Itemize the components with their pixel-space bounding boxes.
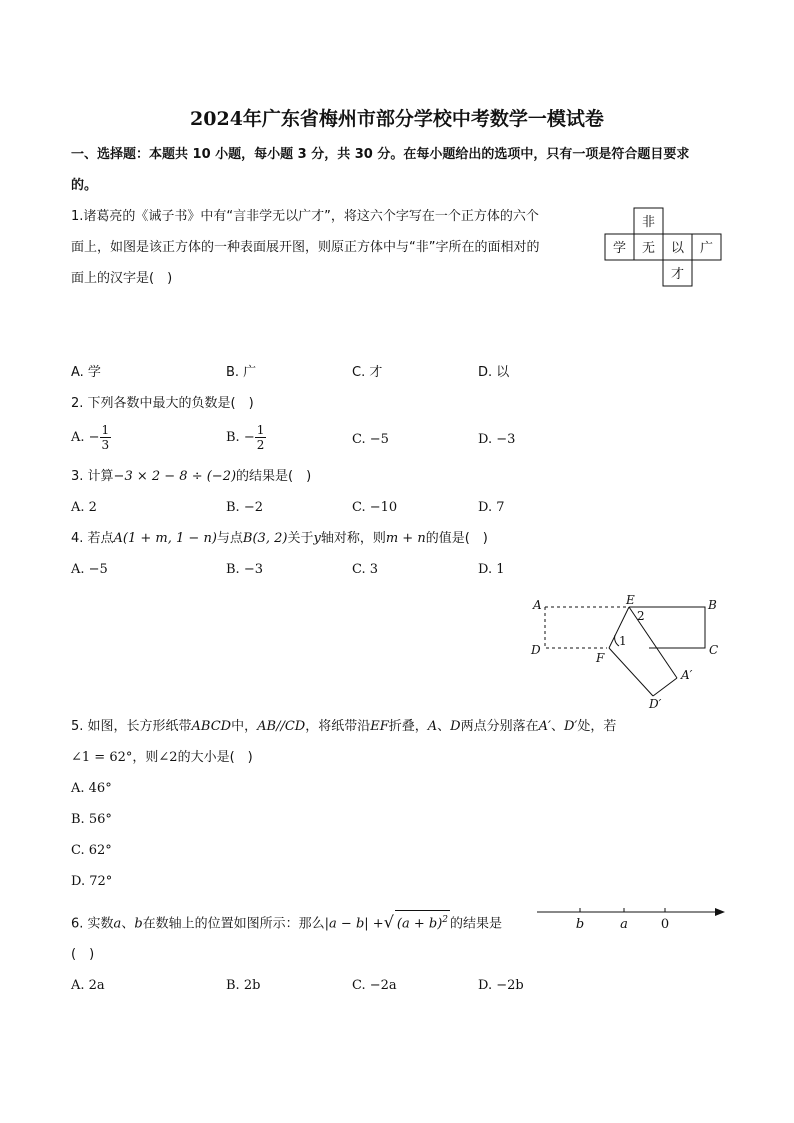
q2-option-a[interactable] [71, 423, 111, 452]
q6-stem-line2: ( ) [71, 947, 95, 962]
q2-option-b[interactable] [226, 423, 266, 452]
label-E: E [626, 593, 635, 607]
q5-option-b[interactable]: B. 56° [71, 812, 112, 827]
cube-net-figure [600, 206, 724, 290]
q3-stem: 3. 计算−3 × 2 − 8 ÷ (−2)的结果是( ) [71, 469, 312, 484]
q1-option-d[interactable]: D. 以 [478, 365, 510, 380]
label-C: C [709, 643, 719, 657]
q4-expression: m + n [385, 531, 426, 546]
q3-option-b[interactable]: B. −2 [226, 500, 263, 515]
q2-stem: 2. 下列各数中最大的负数是( ) [71, 396, 254, 411]
q2-option-b-label: B. − [226, 430, 255, 445]
q4-option-a[interactable]: A. −5 [71, 562, 108, 577]
q4-option-c[interactable]: C. 3 [352, 562, 379, 577]
q2-option-b-fraction: $\frac{1}{2}$ [256, 423, 265, 452]
net-face-yi: 以 [670, 241, 685, 256]
q1-stem-line2: 面上，如图是该正方体的一种表面展开图，则原正方体中与“非”字所在的面相对的 [71, 240, 540, 255]
number-line-figure [535, 902, 727, 932]
q5-stem-line2: ∠1 = 62°，则∠2的大小是( ) [71, 750, 253, 765]
q4-stem: 4. 若点A(1 + m, 1 − n)与点B(3, 2)关于y轴对称，则m + n的值是( ) [71, 531, 488, 546]
label-A: A [533, 598, 542, 612]
q5-option-c[interactable]: C. 62° [71, 843, 112, 858]
q2-option-d[interactable]: D. −3 [478, 432, 516, 447]
q4-point-b: B(3, 2) [242, 531, 288, 546]
q5-option-d[interactable]: D. 72° [71, 874, 113, 889]
q5-option-a[interactable]: A. 46° [71, 781, 112, 796]
axis-label-zero: 0 [660, 917, 670, 932]
label-D: D [531, 643, 541, 657]
q3-option-d[interactable]: D. 7 [478, 500, 505, 515]
q4-option-d[interactable]: D. 1 [478, 562, 505, 577]
q6-option-d[interactable]: D. −2b [478, 978, 524, 993]
q6-option-b[interactable]: B. 2b [226, 978, 261, 993]
q2-option-c[interactable]: C. −5 [352, 432, 389, 447]
net-face-cai: 才 [670, 267, 685, 282]
page-title: 2024年广东省梅州市部分学校中考数学一模试卷 [190, 108, 604, 130]
q4-point-a: A(1 + m, 1 − n) [113, 531, 217, 546]
q6-option-c[interactable]: C. −2a [352, 978, 397, 993]
section-header-line2: 的。 [71, 178, 98, 193]
q1-stem-line3: 面上的汉字是( ) [71, 271, 173, 286]
q3-expression: −3 × 2 − 8 ÷ (−2) [113, 469, 237, 484]
net-face-wu: 无 [641, 241, 656, 256]
q1-option-a[interactable]: A. 学 [71, 365, 101, 380]
q2-option-a-label: A. − [71, 430, 100, 445]
label-D-prime: D′ [649, 697, 662, 711]
q1-stem-line1: 1.诸葛亮的《诫子书》中有“言非学无以广才”，将这六个字写在一个正方体的六个 [71, 209, 539, 224]
q6-stem-line1: 6. 实数a、b在数轴上的位置如图所示：那么|a − b| +√ $(a + b)^2$ 的结果是 [71, 910, 502, 933]
q5-stem-line1: 5. 如图，长方形纸带ABCD中，AB//CD，将纸带沿EF折叠，A、D两点分别落在A′、D′处，若 [71, 719, 617, 734]
angle-1-label: 1 [619, 634, 627, 648]
q6-abs-expression: |a − b| + [324, 916, 384, 932]
section-header-line1: 一、选择题：本题共 10 小题，每小题 3 分，共 30 分。在每小题给出的选项中，只有一项是符合题目要求 [71, 147, 690, 162]
q3-option-a[interactable]: A. 2 [71, 500, 97, 515]
net-face-guang: 广 [699, 241, 714, 256]
q6-option-a[interactable]: A. 2a [71, 978, 105, 993]
label-A-prime: A′ [681, 668, 693, 682]
q6-sqrt-expression: $(a + b)^2$ [395, 910, 450, 933]
label-F: F [596, 651, 605, 665]
net-face-fei: 非 [641, 215, 656, 230]
angle-2-label: 2 [637, 609, 645, 623]
label-B: B [708, 598, 717, 612]
axis-label-a: a [620, 917, 628, 932]
q2-option-a-fraction: $\frac{1}{3}$ [101, 423, 110, 452]
q4-option-b[interactable]: B. −3 [226, 562, 263, 577]
net-face-xue: 学 [612, 241, 627, 256]
q1-option-b[interactable]: B. 广 [226, 365, 257, 380]
q1-option-c[interactable]: C. 才 [352, 365, 383, 380]
axis-label-b: b [575, 917, 585, 932]
q3-option-c[interactable]: C. −10 [352, 500, 398, 515]
folded-strip-figure [525, 592, 725, 714]
